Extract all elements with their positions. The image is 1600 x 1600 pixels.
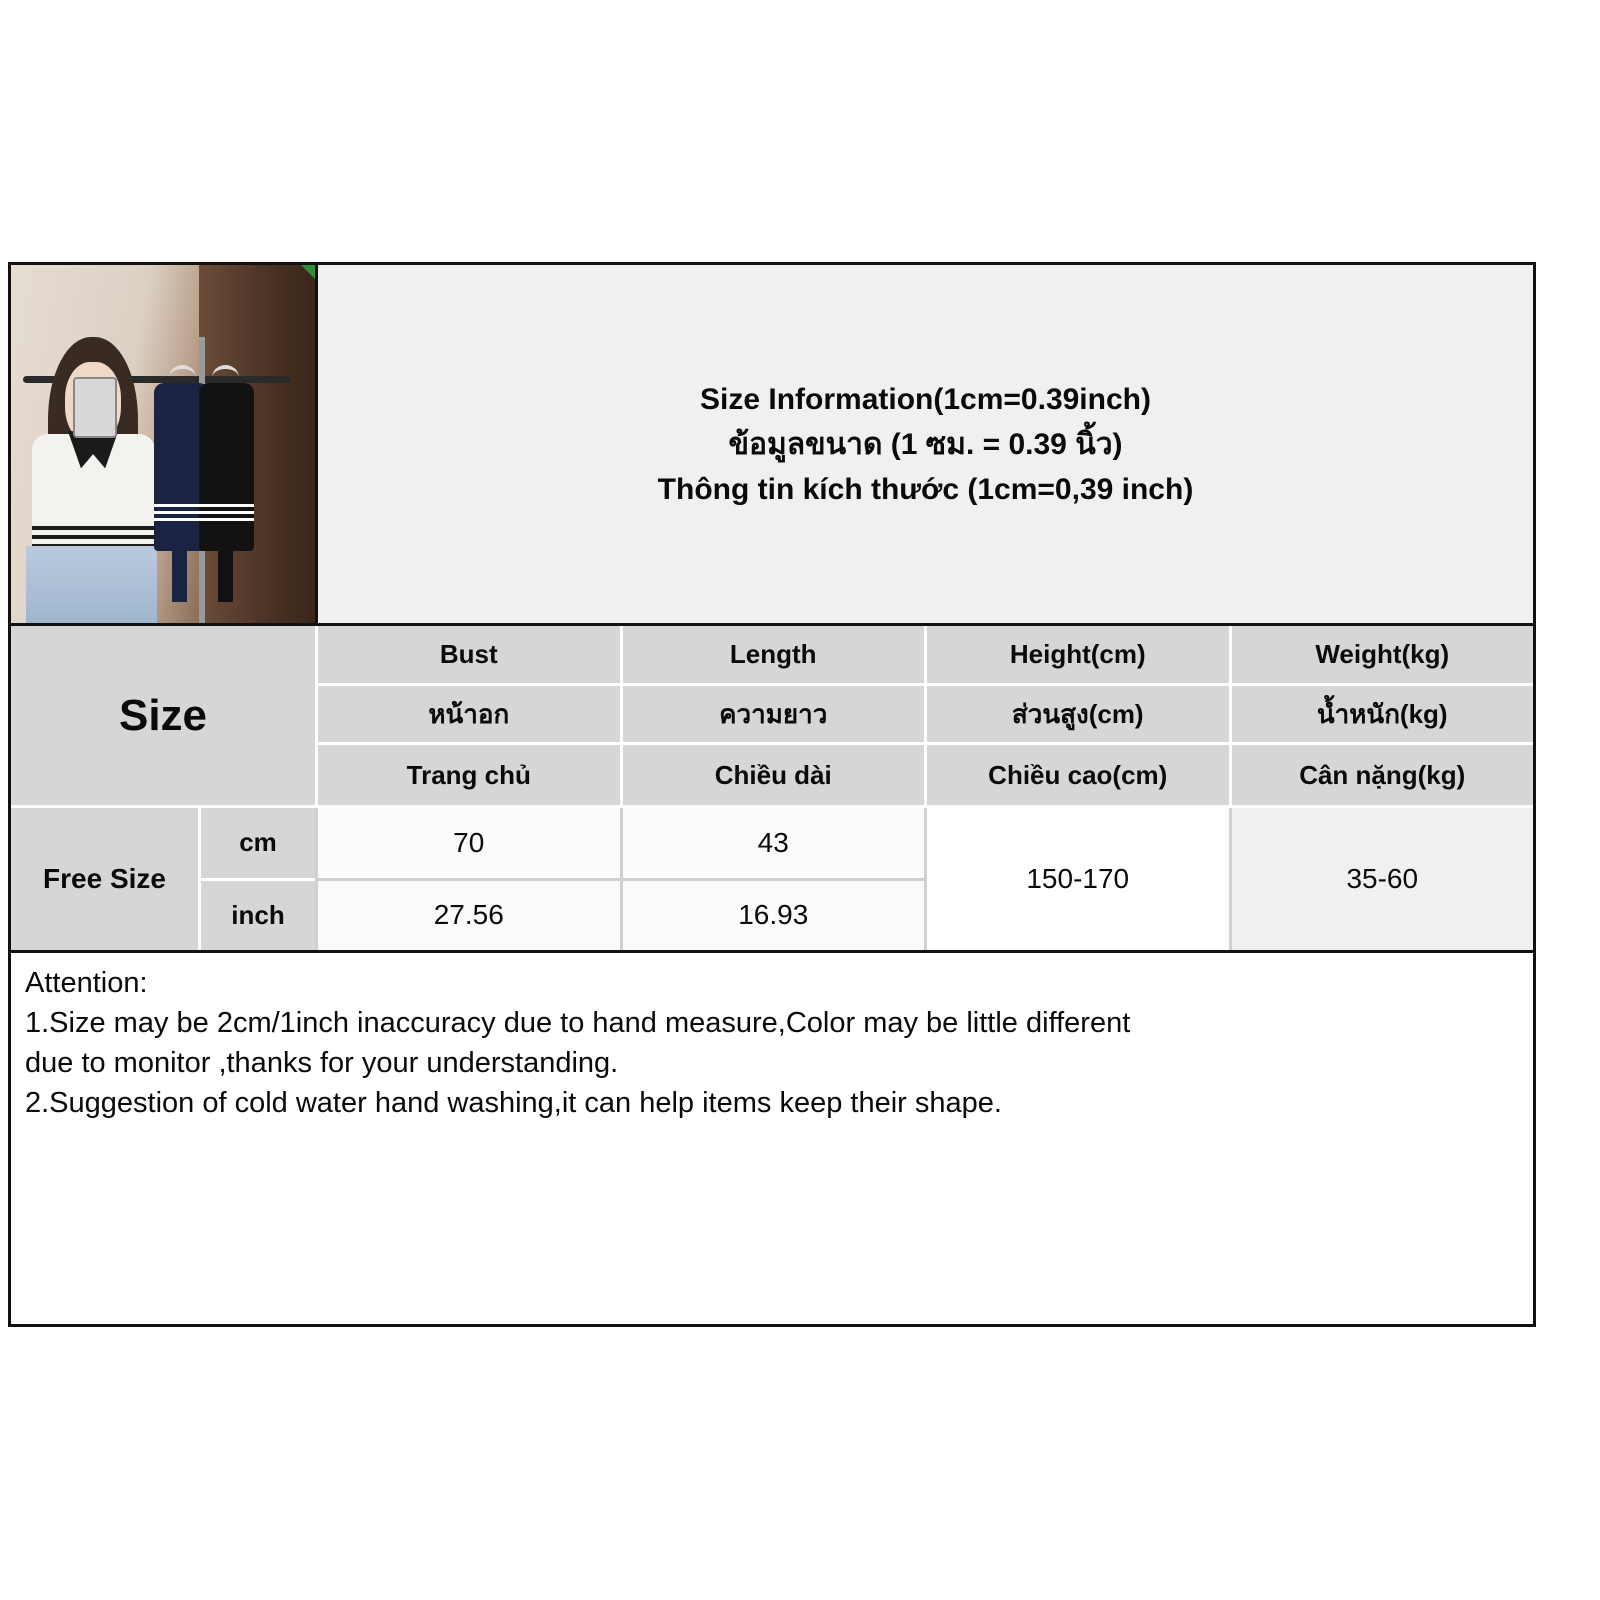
size-column-header: Size [11, 626, 318, 805]
header-weight-vi: Cân nặng(kg) [1232, 745, 1534, 805]
header-bust-vi: Trang chủ [318, 745, 623, 805]
photo-model [23, 337, 163, 623]
weight-value: 35-60 [1232, 808, 1534, 950]
header-row-english [318, 626, 1533, 686]
bust-inch-value: 27.56 [318, 881, 620, 951]
row-size-name: Free Size [11, 808, 201, 950]
attention-note-2: 2.Suggestion of cold water hand washing,it can help items keep their shape. [25, 1087, 1002, 1120]
header-weight-en: Weight(kg) [1232, 626, 1534, 686]
size-chart-sheet [8, 262, 1536, 1327]
photo-garment-navy-sleeve [172, 523, 187, 602]
header-bust-th: หน้าอก [318, 686, 623, 746]
green-corner-marker [301, 265, 315, 279]
photo-phone [73, 377, 116, 438]
product-photo [11, 265, 318, 623]
length-column [623, 808, 928, 950]
unit-cm-label: cm [201, 808, 315, 881]
table-row [11, 805, 1533, 950]
unit-column [201, 808, 318, 950]
title-vietnamese: Thông tin kích thước (1cm=0,39 inch) [657, 472, 1194, 506]
unit-inch-label: inch [201, 881, 315, 951]
bust-cm-value: 70 [318, 808, 620, 881]
header-length-en: Length [623, 626, 928, 686]
attention-note-1-line-1: 1.Size may be 2cm/1inch inaccuracy due to hand measure,Color may be little different [25, 1007, 1131, 1040]
title-thai: ข้อมูลขนาด (1 ซม. = 0.39 นิ้ว) [728, 427, 1123, 461]
header-height-vi: Chiều cao(cm) [927, 745, 1232, 805]
title-english: Size Information(1cm=0.39inch) [700, 382, 1151, 416]
height-value: 150-170 [927, 808, 1232, 950]
header-columns [318, 626, 1533, 805]
bust-column [318, 808, 623, 950]
title-block [318, 265, 1533, 623]
attention-note-1-line-2: due to monitor ,thanks for your understanding. [25, 1047, 619, 1080]
header-height-th: ส่วนสูง(cm) [927, 686, 1232, 746]
length-cm-value: 43 [623, 808, 925, 881]
header-band [11, 265, 1533, 623]
attention-heading: Attention: [25, 967, 148, 999]
photo-garment-black-sleeve [218, 523, 233, 602]
header-row-vietnamese [318, 745, 1533, 805]
header-length-vi: Chiều dài [623, 745, 928, 805]
header-bust-en: Bust [318, 626, 623, 686]
header-height-en: Height(cm) [927, 626, 1232, 686]
header-row-thai [318, 686, 1533, 746]
table-header-band [11, 623, 1533, 805]
header-weight-th: น้ำหนัก(kg) [1232, 686, 1534, 746]
header-length-th: ความยาว [623, 686, 928, 746]
photo-model-jeans [26, 546, 157, 623]
attention-block [11, 950, 1533, 1324]
length-inch-value: 16.93 [623, 881, 925, 951]
